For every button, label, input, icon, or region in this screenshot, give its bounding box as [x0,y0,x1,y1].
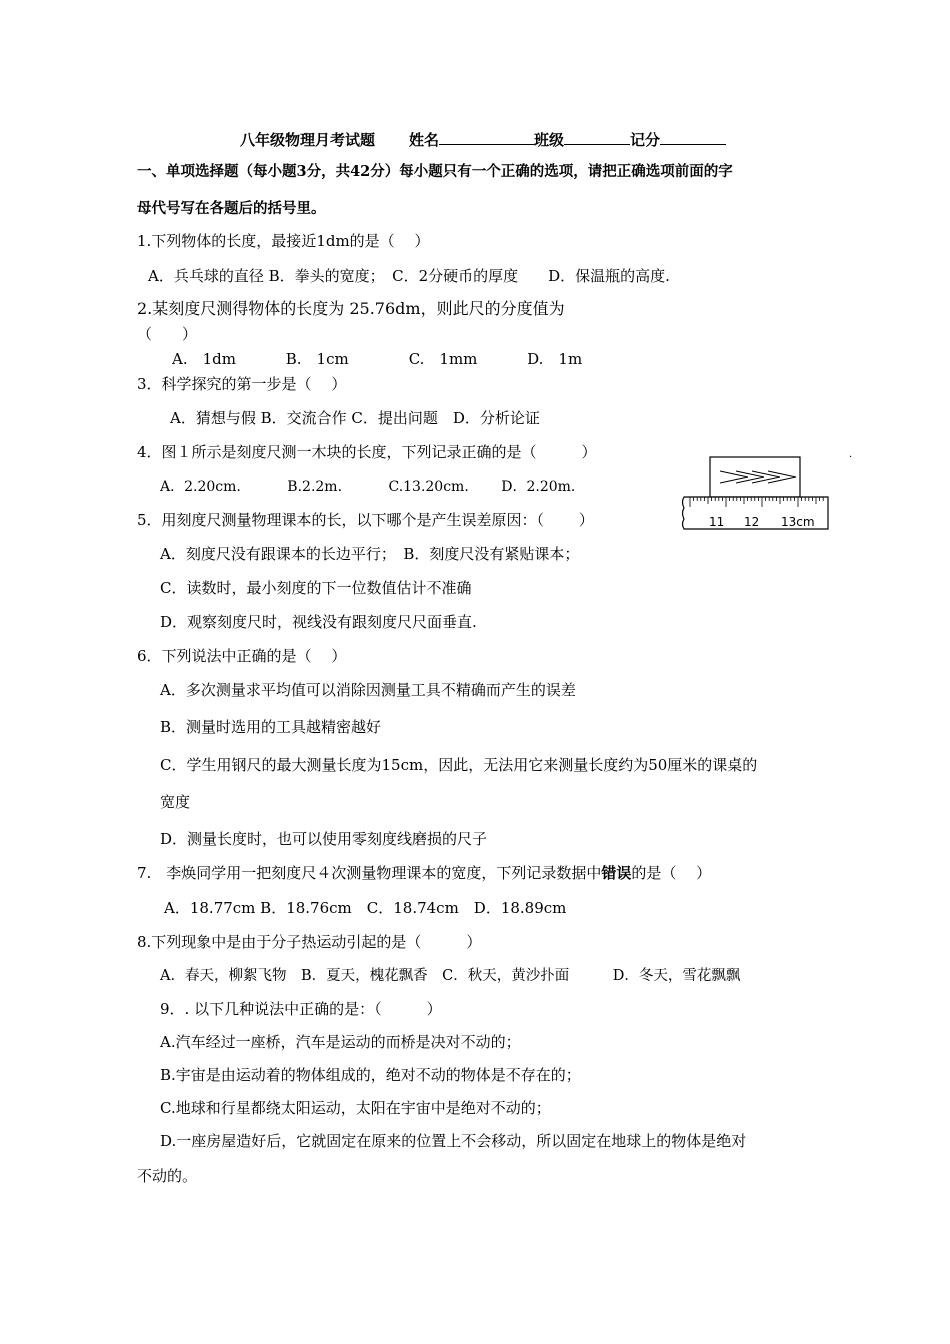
q6-option-b: B．测量时选用的工具越精密越好 [160,718,382,736]
q9-option-c: C.地球和行星都绕太阳运动，太阳在宇宙中是绝对不动的； [160,1099,551,1117]
q6-option-c-line1: C．学生用钢尺的最大测量长度为15cm，因此，无法用它来测量长度约为50厘米的课桌的 [160,756,758,774]
q9-option-d-line1: D.一座房屋造好后，它就固定在原来的位置上不会移动，所以固定在地球上的物体是绝对 [160,1132,747,1150]
q5-option-d: D．观察刻度尺时，视线没有跟刻度尺尺面垂直. [160,613,477,631]
q9-option-b: B.宇宙是由运动着的物体组成的，绝对不动的物体是不存在的； [160,1066,581,1084]
section1-line1: 一、单项选择题（每小题3分，共42分）每小题只有一个正确的选项，请把正确选项前面的字 [137,163,733,180]
class-blank[interactable] [564,128,630,145]
wood-block [710,457,800,497]
q4-stem: 4．图１所示是刻度尺测一木块的长度，下列记录正确的是（ ） [137,443,597,461]
q9-option-a: A.汽车经过一座桥，汽车是运动的而桥是决对不动的； [160,1033,521,1051]
score-label: 记分 [630,131,661,149]
ruler-label: 13cm [781,515,815,529]
q2-stem: 2.某刻度尺测得物体的长度为 25.76dm，则此尺的分度值为 [137,299,565,318]
exam-header [240,128,726,150]
ruler-label: 12 [744,515,760,529]
q1-options: A．兵乓球的直径 B．拳头的宽度； C．2分硬币的厚度 D．保温瓶的高度. [148,267,670,285]
q5-stem: 5．用刻度尺测量物理课本的长，以下哪个是产生误差原因：（ ） [137,511,594,529]
q9-stem: 9．. 以下几种说法中正确的是：（ ） [160,1000,442,1018]
q3-options: A．猜想与假 B．交流合作 C．提出问题 D．分析论证 [170,409,540,427]
class-label: 班级 [534,131,565,149]
q9-option-d-line2: 不动的。 [137,1167,198,1185]
q6-option-c-line2: 宽度 [160,793,191,811]
q5-option-ab: A．刻度尺没有跟课本的长边平行； B．刻度尺没有紧贴课本； [160,545,580,563]
q5-option-c: C．读数时，最小刻度的下一位数值估计不准确 [160,579,472,597]
ruler-svg [680,455,832,533]
q7-stem-pre: 7. 李焕同学用一把刻度尺４次测量物理课本的宽度，下列记录数据中 [137,864,602,882]
q7-stem-post: 的是（ ） [631,864,712,882]
q8-stem: 8.下列现象中是由于分子热运动引起的是（ ） [137,933,482,951]
q7-stem-bold: 错误 [601,864,632,882]
q7-stem [137,863,711,883]
name-blank[interactable] [439,128,534,145]
ruler-label: 11 [709,515,725,529]
stray-mark: · [849,452,853,463]
q4-options: A．2.20cm. B.2.2m. C.13.20cm. D．2.20m. [160,479,576,495]
q6-stem: 6．下列说法中正确的是（ ） [137,647,347,665]
q6-option-a: A．多次测量求平均值可以消除因测量工具不精确而产生的误差 [160,681,576,699]
q2-bracket: （ ） [137,325,198,343]
exam-title: 八年级物理月考试题 [240,131,376,149]
q8-options: A．春天，柳絮飞物 B．夏天，槐花飘香 C．秋天，黄沙扑面 D．冬天，雪花飘飘 [160,968,741,984]
score-blank[interactable] [660,128,726,145]
name-label: 姓名 [409,131,440,149]
q3-stem: 3．科学探究的第一步是（ ） [137,375,347,393]
q2-options: A. 1dm B. 1cm C. 1mm D. 1m [172,350,583,368]
section1-line2: 母代号写在各题后的括号里。 [137,200,326,217]
q1-stem: 1.下列物体的长度，最接近1dm的是（ ） [137,232,430,250]
q6-option-d: D．测量长度时，也可以使用零刻度线磨损的尺子 [160,830,488,848]
figure1-ruler-diagram [680,455,832,533]
q7-options: A．18.77cm B．18.76cm C．18.74cm D．18.89cm [164,899,567,917]
